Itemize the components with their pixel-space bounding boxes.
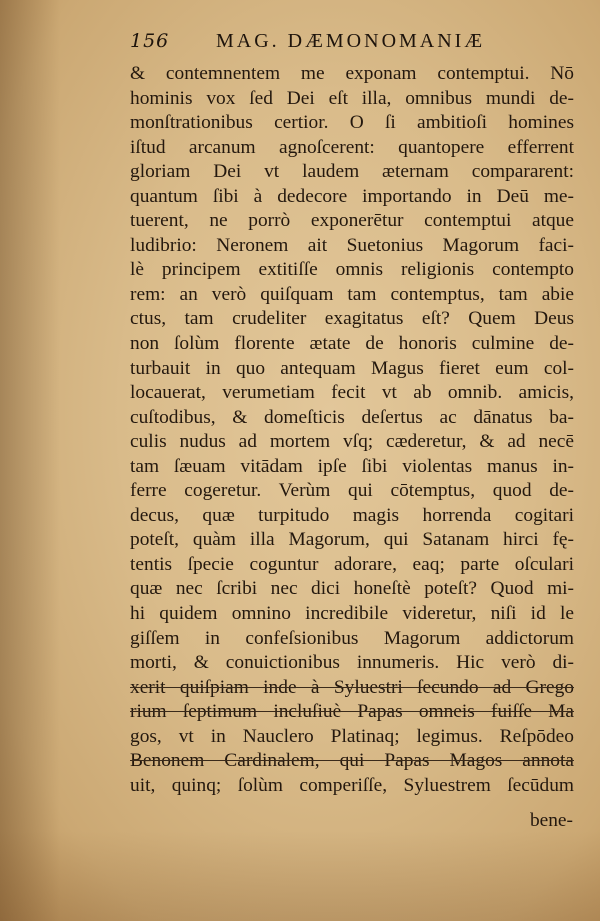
text-line: monſtrationibus certior. O ſi ambitioſi homines <box>130 112 574 134</box>
text-line: hominis vox ſed Dei eſt illa, omnibus mundi de- <box>130 87 574 109</box>
body-text <box>130 62 574 798</box>
catchword: bene- <box>529 810 573 831</box>
text-line: locauerat, verumetiam fecit vt ab omnib. amicis, <box>130 382 574 404</box>
text-line: culis nudus ad mortem vſq; cæderetur, & ad necē <box>130 431 574 453</box>
text-line: giſſem in confeſsionibus Magorum addictorum <box>130 627 574 649</box>
text-line: morti, & conuictionibus innumeris. Hic verò di- <box>130 652 574 674</box>
text-line: iſtud arcanum agnoſcerent: quantopere efferrent <box>130 136 574 158</box>
text-line: poteſt, quàm illa Magorum, qui Satanam hirci fę- <box>130 529 574 551</box>
text-line: Benonem Cardinalem, qui Papas Magos annota <box>130 750 574 772</box>
text-line: cuſtodibus, & domeſticis deſertus ac dānatus ba- <box>130 406 574 428</box>
text-line: rem: an verò quiſquam tam contemptus, tam abie <box>130 283 574 305</box>
text-line: quæ nec ſcribi nec dici honeſtè poteſt? Quod mi- <box>130 578 574 600</box>
text-line: ferre cogeretur. Verùm qui cōtemptus, quod de- <box>130 480 574 502</box>
text-line: non ſolùm florente ætate de honoris culmine de- <box>130 333 574 355</box>
text-line: decus, quæ turpitudo magis horrenda cogitari <box>130 504 574 526</box>
text-line: & contemnentem me exponam contemptui. Nō <box>130 63 574 84</box>
text-line: rium ſeptimum incluſiuè Papas omneis fuiſſe Ma <box>130 701 574 723</box>
text-line: lè principem extitiſſe omnis religionis contempto <box>130 259 574 281</box>
running-title: MAG. DÆMONOMANIÆ <box>216 30 486 52</box>
text-line: tam ſæuam vitādam ipſe ſibi violentas manus in- <box>130 455 574 477</box>
text-line: tuerent, ne porrò exponerētur contemptui atque <box>130 210 574 232</box>
text-line: quantum ſibi à dedecore importando in Deū me- <box>130 185 574 207</box>
text-line: hi quidem omnino incredibile videretur, niſi id le <box>130 603 574 625</box>
page-header <box>130 26 570 62</box>
text-line: uit, quinq; ſolùm comperiſſe, Syluestrem ſecūdum <box>130 774 574 796</box>
text-line: xerit quiſpiam inde à Syluestri ſecundo ad Grego <box>130 676 574 698</box>
text-line: turbauit in quo antequam Magus fieret eum col- <box>130 357 574 379</box>
gutter-shadow <box>0 0 60 921</box>
text-line: tentis ſpecie coguntur adorare, eaq; parte oſculari <box>130 553 574 575</box>
text-line: ctus, tam crudeliter exagitatus eſt? Quem Deus <box>130 308 574 330</box>
text-line: gloriam Dei vt laudem æternam compararent: <box>130 161 574 183</box>
page-bottom-shade <box>0 831 600 921</box>
page-number: 156 <box>130 30 170 52</box>
text-line: gos, vt in Nauclero Platinaq; legimus. Reſpōdeo <box>130 725 574 747</box>
text-line: ludibrio: Neronem ait Suetonius Magorum faci- <box>130 234 574 256</box>
